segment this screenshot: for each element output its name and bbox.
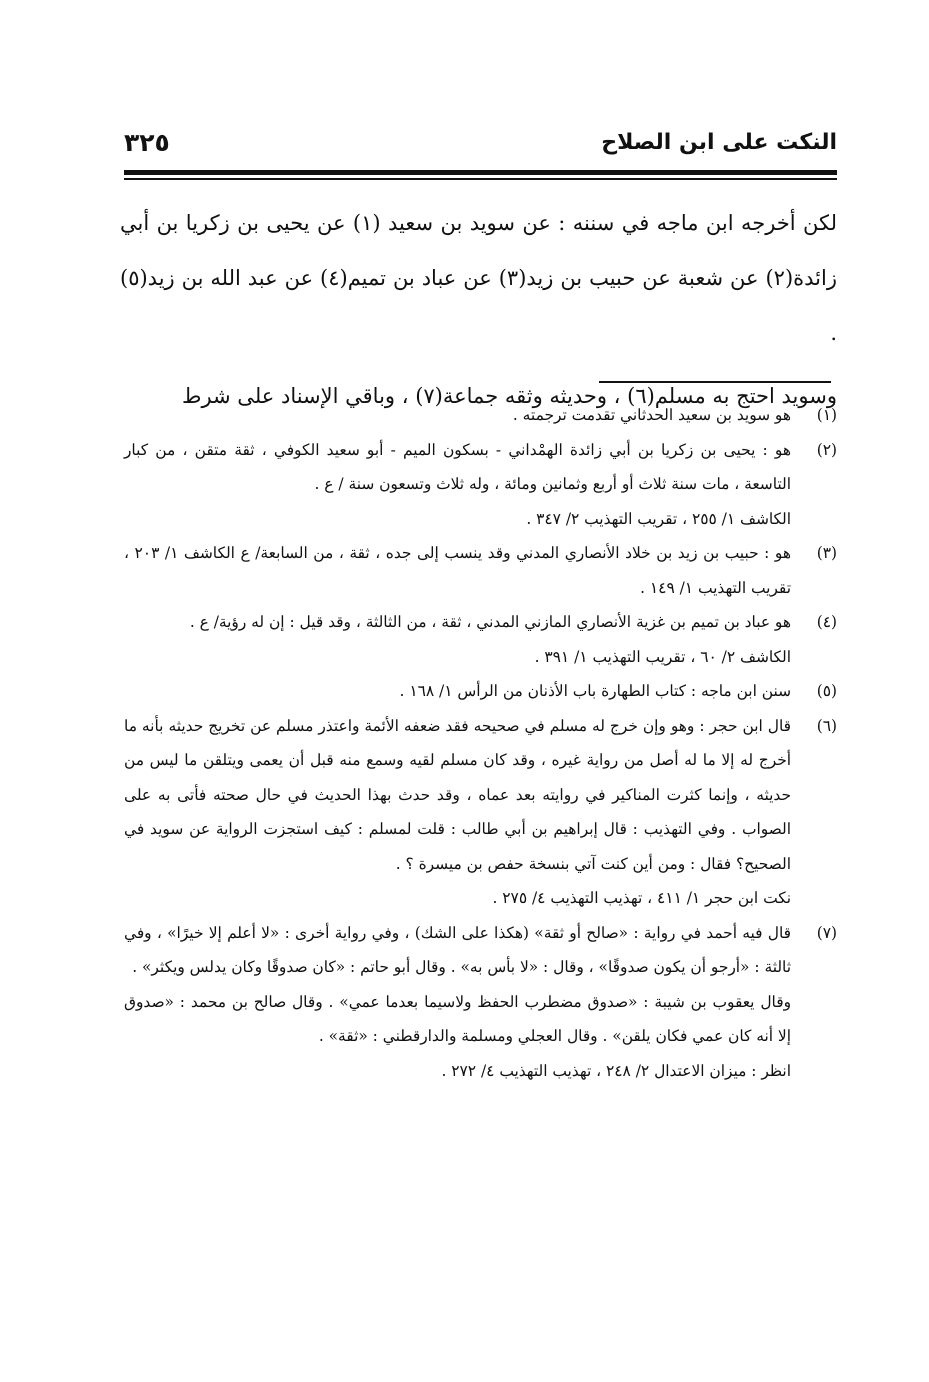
footnote-number: (١) — [816, 406, 837, 424]
footnote-line: قال ابن حجر : وهو وإن خرج له مسلم في صحيحه فقد ضعفه الأئمة واعتذر مسلم عن تخريج حديثه بأنه ما أخرج له إلا ما له أصل من رواية غيره ، وقد كان مسلم لقيه وسمع منه قبل أن يعمى ويتلقن ما ليس من حديثه ، وإنما كثرت المناكير في روايته بعد عماه ، وقد حدث بهذا الحديث في حال صحته فأتى به على الصواب . وفي التهذيب : قال إبراهيم بن أبي طالب : قلت لمسلم : كيف استجزت الرواية عن سويد في الصحيح؟ فقال : ومن أين كنت آتي بنسخة حفص بن ميسرة ؟ . — [124, 716, 791, 873]
footnote-number: (٥) — [816, 682, 837, 700]
footnote-body — [124, 605, 791, 674]
footnote-number: (٢) — [816, 440, 837, 459]
footnote-body — [124, 433, 791, 537]
footnote-4 — [124, 605, 837, 674]
footnote-2 — [124, 433, 837, 537]
footnote-7 — [124, 916, 837, 1089]
footnotes — [124, 398, 837, 1088]
footnote-1 — [124, 398, 837, 433]
footnote-number: (٣) — [816, 544, 837, 562]
footnote-line: الكاشف ١/ ٢٥٥ ، تقريب التهذيب ٢/ ٣٤٧ . — [526, 509, 791, 528]
page-number: ٣٢٥ — [124, 128, 170, 157]
footnote-line: هو عباد بن تميم بن غزية الأنصاري المازني المدني ، ثقة ، من الثالثة ، وقد قيل : إن له رؤية/ ع . — [189, 613, 791, 631]
footnote-body — [124, 916, 791, 1089]
footnote-3 — [124, 536, 837, 605]
footnote-number: (٧) — [816, 923, 837, 942]
footnote-line: وقال يعقوب بن شيبة : «صدوق مضطرب الحفظ ولاسيما بعدما عمي» . وقال صالح بن محمد : «صدوق إلا أنه كان عمي فكان يلقن» . وقال العجلي ومسلمة والدارقطني : «ثقة» . — [124, 992, 791, 1045]
footnote-line: هو : يحيى بن زكريا بن أبي زائدة الهمْداني - بسكون الميم - أبو سعيد الكوفي ، ثقة متقن ، من كبار التاسعة ، مات سنة ثلاث أو أربع وثمانين ومائة ، وله ثلاث وتسعون سنة / ع . — [124, 440, 791, 493]
footnote-6 — [124, 709, 837, 916]
footnote-body — [124, 536, 791, 605]
footnote-line: انظر : ميزان الاعتدال ٢/ ٢٤٨ ، تهذيب التهذيب ٤/ ٢٧٢ . — [441, 1061, 791, 1080]
footnote-number: (٦) — [816, 716, 837, 735]
main-paragraph: لكن أخرجه ابن ماجه في سننه : عن سويد بن سعيد (١) عن يحيى بن زكريا بن أبي زائدة(٢) عن شعبة عن حبيب بن زيد(٣) عن عباد بن تميم(٤) عن عبد الله بن زيد(٥) . — [120, 211, 837, 345]
main-text — [120, 196, 837, 424]
footnote-body — [124, 709, 791, 916]
footnote-line: الكاشف ٢/ ٦٠ ، تقريب التهذيب ١/ ٣٩١ . — [534, 647, 791, 666]
footnote-line: نكت ابن حجر ١/ ٤١١ ، تهذيب التهذيب ٤/ ٢٧٥ . — [492, 889, 791, 907]
header-rule-thick — [124, 170, 837, 175]
footnote-line: سنن ابن ماجه : كتاب الطهارة باب الأذنان من الرأس ١/ ١٦٨ . — [399, 682, 791, 700]
footnote-number: (٤) — [816, 613, 837, 631]
footnote-body — [124, 674, 791, 709]
footnote-divider — [599, 381, 831, 383]
footnote-line: هو : حبيب بن زيد بن خلاد الأنصاري المدني وقد ينسب إلى جده ، ثقة ، من السابعة/ ع الكاشف ١/ ٢٠٣ ، تقريب التهذيب ١/ ١٤٩ . — [124, 544, 791, 597]
page-header — [124, 128, 837, 164]
footnote-5 — [124, 674, 837, 709]
footnote-line: قال فيه أحمد في رواية : «صالح أو ثقة» (هكذا على الشك) ، وفي رواية أخرى : «لا أعلم إلا خيرًا» ، وفي ثالثة : «أرجو أن يكون صدوقًا» ، وقال : «لا بأس به» . وقال أبو حاتم : «كان صدوقًا وكان يدلس ويكثر» . — [124, 923, 791, 976]
header-rule-thin — [124, 178, 837, 180]
running-title: النكت على ابن الصلاح — [601, 130, 837, 155]
main-paragraph: وسويد احتج به مسلم(٦) ، وحديثه وثقه جماعة(٧) ، وباقي الإسناد على شرط — [182, 384, 837, 408]
footnote-line: هو سويد بن سعيد الحدثاني تقدمت ترجمته . — [512, 406, 791, 424]
footnote-body — [124, 398, 791, 433]
